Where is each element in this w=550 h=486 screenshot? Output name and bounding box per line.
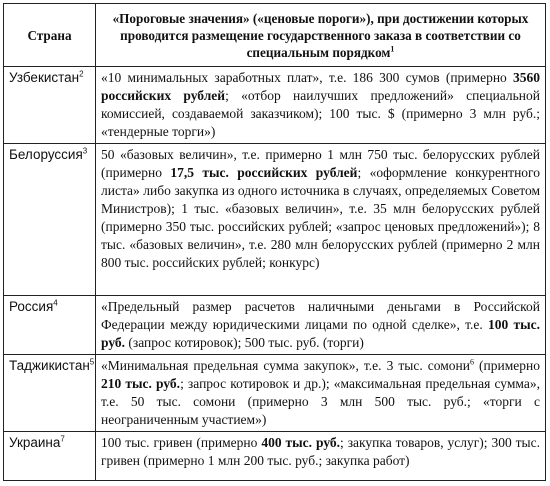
threshold-text: (примерно <box>473 358 540 374</box>
table-row <box>4 296 546 355</box>
threshold-amount-bold: 210 тыс. руб. <box>101 376 181 392</box>
threshold-text: ; закупка товаров, услуг); 300 тыс. гривен (примерно 1 млн 200 тыс. руб.; закупка работ) <box>101 435 540 469</box>
header-thresholds: «Пороговые значения» («ценовые пороги»), при достижении которых проводится размещение государственного заказа в соответствии со специальным порядком$^1$ <box>96 4 546 67</box>
threshold-text: ; «оформление конкурентного листа» либо закупка из одного источника в случаях, определяемых Советом Министров); 1 тыс. «базовых величин», т.е. 35 млн белорусских рублей (примерно 350 тыс. российских рублей; «запрос ценовых предложений»); 8 тыс. «базовых величин», т.е. 280 млн белорусских рублей (примерно 2 млн 800 тыс. российских рублей; конкурс) <box>101 165 540 271</box>
threshold-cell <box>96 296 546 355</box>
country-name: Украина <box>9 435 61 451</box>
country-name: Россия <box>9 299 54 315</box>
footnote-mark: 1 <box>390 44 395 54</box>
threshold-text: 100 тыс. гривен (примерно <box>101 435 262 451</box>
country-name: Белоруссия <box>9 147 83 163</box>
threshold-text: ; запрос котировок и др.); «максимальная предельная сумма», т.е. 50 тыс. сомони (примерно 3 млн 500 тыс. руб.; «торги с неограниченным участием») <box>101 376 540 428</box>
country-cell <box>4 296 96 355</box>
footnote-mark: 6 <box>469 357 474 367</box>
threshold-text: (запрос котировок); 500 тыс. руб. (торги) <box>125 335 364 351</box>
threshold-text: «Минимальная предельная сумма закупок», т.е. 3 тыс. сомони <box>101 358 470 374</box>
footnote-mark: 7 <box>60 434 65 444</box>
threshold-amount-bold: 3560 российских рублей <box>101 70 540 103</box>
threshold-text: «Предельный размер расчетов наличными деньгами в Российской Федерации между юридическими лицами по одной сделке», т.е. <box>101 299 540 333</box>
threshold-text: 50 «базовых величин», т.е. примерно 1 млн 750 тыс. белорусских рублей (примерно <box>101 147 540 181</box>
country-cell <box>4 355 96 432</box>
table-header-row <box>4 4 546 67</box>
threshold-cell <box>96 144 546 296</box>
thresholds-table <box>3 3 546 481</box>
threshold-cell <box>96 355 546 432</box>
threshold-cell <box>96 67 546 144</box>
footnote-mark: 5 <box>89 357 95 367</box>
country-name: Таджикистан <box>9 358 90 374</box>
table-row <box>4 67 546 144</box>
country-name: Узбекистан <box>9 70 80 85</box>
country-cell <box>4 67 96 144</box>
footnote-mark: 2 <box>79 69 84 79</box>
threshold-text: «10 минимальных заработных плат», т.е. 186 300 сумов (примерно <box>101 70 513 85</box>
footnote-mark: 3 <box>82 146 88 156</box>
table-row <box>4 355 546 432</box>
threshold-amount-bold: 400 тыс. руб. <box>261 435 341 451</box>
header-country: Страна <box>4 4 96 67</box>
table-row <box>4 432 546 481</box>
footnote-mark: 4 <box>53 298 58 308</box>
table-row <box>4 144 546 296</box>
threshold-text: ; «отбор наилучших предложений» специальной комиссией, создаваемой заказчиком); 100 тыс. $ (примерно 3 млн руб.; «тендерные торги») <box>101 88 540 139</box>
threshold-amount-bold: 100 тыс. руб. <box>101 317 540 351</box>
country-cell <box>4 144 96 296</box>
country-cell <box>4 432 96 481</box>
threshold-cell <box>96 432 546 481</box>
threshold-amount-bold: 17,5 тыс. российских рублей <box>170 165 358 181</box>
